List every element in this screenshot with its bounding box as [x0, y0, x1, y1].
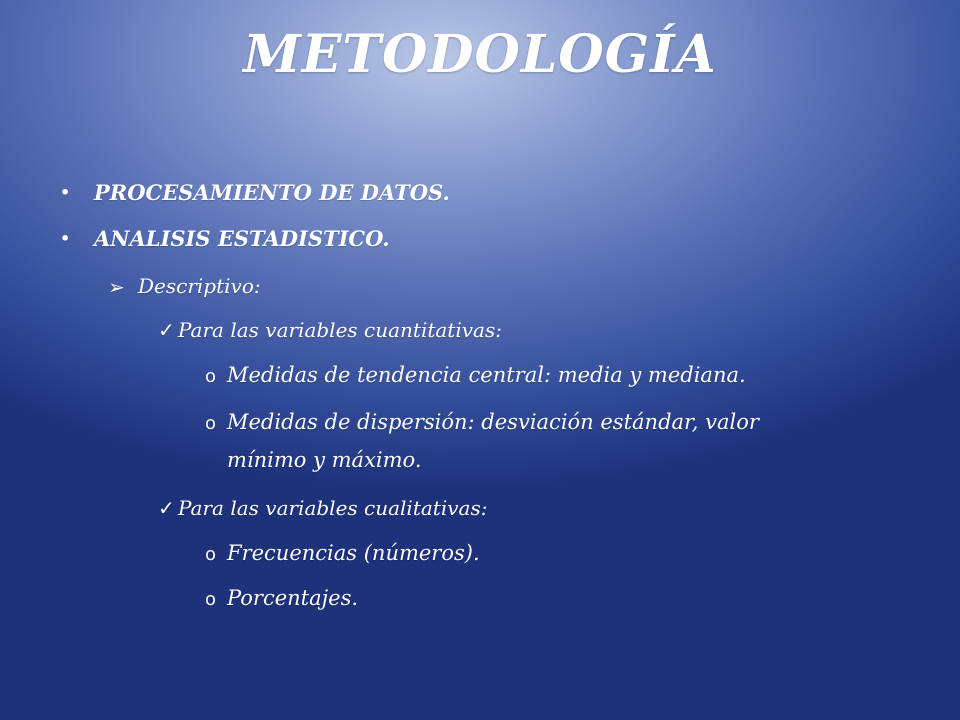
list-item-text: PROCESAMIENTO DE DATOS.	[94, 180, 450, 205]
circle-bullet-icon: o	[205, 544, 217, 565]
list-item-text: Para las variables cualitativas:	[178, 496, 488, 520]
slide-title: METODOLOGÍA	[243, 24, 717, 85]
list-item-text: Descriptivo:	[138, 274, 261, 298]
list-item-continuation: mínimo y máximo.	[227, 448, 422, 472]
arrow-bullet-icon: ➢	[108, 275, 125, 299]
checkmark-icon: ✓	[158, 318, 175, 342]
list-item-text: Medidas de tendencia central: media y mediana.	[227, 363, 746, 387]
list-item-text: ANALISIS ESTADISTICO.	[94, 226, 390, 251]
circle-bullet-icon: o	[205, 413, 217, 434]
list-item-text: Frecuencias (números).	[227, 541, 480, 565]
list-item-text: Porcentajes.	[227, 586, 359, 610]
list-item-text: Para las variables cuantitativas:	[178, 318, 502, 342]
circle-bullet-icon: o	[205, 366, 217, 387]
list-item-text: Medidas de dispersión: desviación estándar, valor	[227, 410, 759, 434]
circle-bullet-icon: o	[205, 589, 217, 610]
bullet-icon: •	[60, 229, 71, 248]
bullet-icon: •	[60, 183, 71, 202]
checkmark-icon: ✓	[158, 496, 175, 520]
